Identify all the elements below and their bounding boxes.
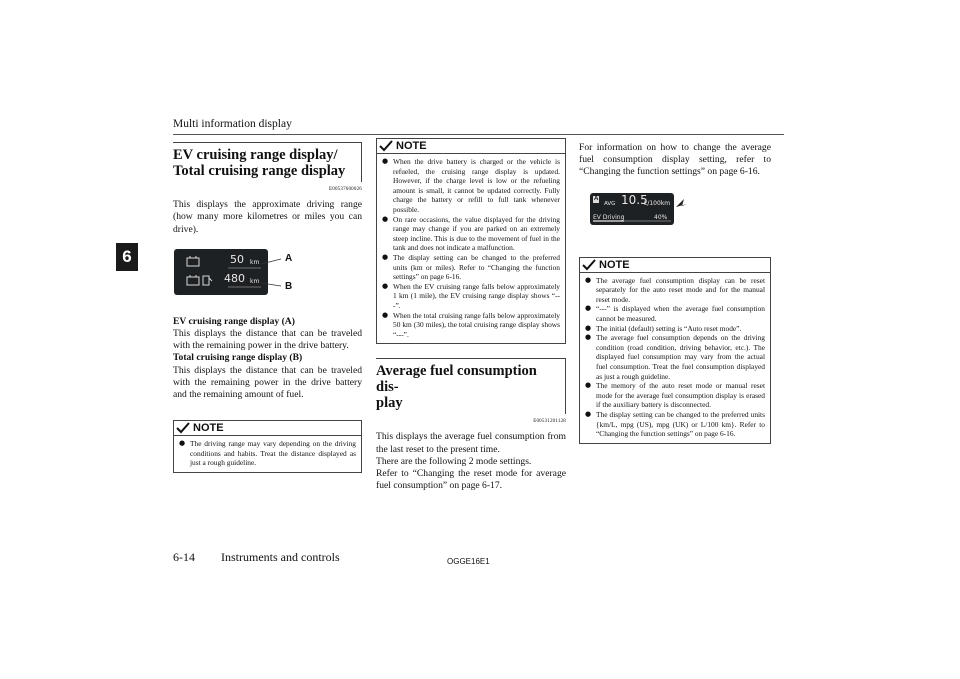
note-item-text: “---” is displayed when the average fuel consumption cannot be measured. xyxy=(596,304,765,323)
column-3 xyxy=(579,142,771,444)
note-check-icon xyxy=(176,422,190,434)
footer-section: Instruments and controls xyxy=(221,550,340,564)
fuel-pump-icon xyxy=(203,276,212,285)
section-title-box xyxy=(173,142,362,182)
note-box xyxy=(579,257,771,444)
column-1 xyxy=(173,142,362,473)
note-box xyxy=(173,420,362,473)
fuel-display-figure xyxy=(579,190,771,248)
note-item xyxy=(382,253,560,282)
ev-range-heading: EV cruising range display (A) xyxy=(173,315,295,327)
note-check-icon xyxy=(379,140,393,152)
note-title: NOTE xyxy=(396,139,427,152)
page-number: 6-14 xyxy=(173,550,195,564)
paragraph: This displays the average fuel consumption from the last reset to the present time. xyxy=(376,431,566,455)
note-item xyxy=(585,304,765,323)
intro-paragraph: This displays the approximate driving range (how many more kilometres or miles you can drive). xyxy=(173,199,362,235)
note-list xyxy=(174,436,361,472)
paragraph: There are the following 2 mode settings. xyxy=(376,455,532,467)
range-display-figure xyxy=(173,244,362,316)
section-title-line-2: play xyxy=(376,395,403,412)
document-code: OGGE16E1 xyxy=(447,557,490,566)
battery-icon xyxy=(187,256,199,266)
note-item xyxy=(585,276,765,305)
header-rule xyxy=(173,134,784,135)
bullet-icon: ● xyxy=(382,252,389,261)
ev-percent: 40% xyxy=(654,213,668,221)
total-range-text: This displays the distance that can be traveled with the remaining power in the drive battery and the remaining amount of fuel. xyxy=(173,364,362,401)
note-item-text: The average fuel consumption depends on the driving condition (road condition, driving behavior, etc.). The displayed fuel consumption may vary from the actual fuel consumption. Treat the fuel consumption displayed as just a rough guideline. xyxy=(596,333,765,381)
total-range-heading: Total cruising range display (B) xyxy=(173,352,303,364)
display-widgets xyxy=(579,190,699,230)
note-item xyxy=(382,215,560,253)
bullet-icon: ● xyxy=(585,323,592,332)
chapter-tab: 6 xyxy=(116,243,138,271)
bullet-icon: ● xyxy=(585,275,592,284)
avg-fuel-value: 10.5 xyxy=(621,192,648,207)
reset-pointer-icon xyxy=(676,199,687,207)
note-item xyxy=(585,410,765,439)
callout-label-b: B xyxy=(285,280,293,292)
note-header xyxy=(580,258,770,273)
note-item-text: The memory of the auto reset mode or manual reset mode for the average fuel consumption display is erased if the auxiliary battery is disconnected. xyxy=(596,381,765,410)
auto-reset-badge: A xyxy=(594,195,599,202)
section-title-line-2: Total cruising range display xyxy=(173,163,346,179)
bullet-icon: ● xyxy=(585,381,592,390)
total-range-value: 480 xyxy=(224,271,245,285)
section-title-line-1: Average fuel consumption dis- xyxy=(376,363,537,396)
note-item-text: The display setting can be changed to the preferred units (km or miles). Refer to “Changing the function settings” on page 6-16. xyxy=(393,252,560,282)
bullet-icon: ● xyxy=(382,310,389,319)
bullet-icon: ● xyxy=(382,281,389,290)
intro-paragraph: For information on how to change the average fuel consumption display setting, refer to “Changing the function settings” on page 6-16. xyxy=(579,142,771,178)
note-item-text: On rare occasions, the value displayed for the driving range may change if you are parked on an extremely steep incline. This is due to the movement of fuel in the tank and does not indicate a malfunction. xyxy=(393,214,560,253)
section-title-line-1: EV cruising range display/ xyxy=(173,147,338,163)
note-item-text: The initial (default) setting is “Auto reset mode”. xyxy=(596,323,742,333)
battery-icon xyxy=(187,275,199,285)
section-code: E00531201128 xyxy=(533,419,566,425)
note-item-text: When the EV cruising range falls below approximately 1 km (1 mile), the EV cruising range display shows “---”. xyxy=(393,281,560,310)
avg-fuel-unit: L/100km xyxy=(644,199,671,207)
note-list xyxy=(377,154,565,343)
note-item xyxy=(382,311,560,340)
note-item-text: When the total cruising range falls below approximately 50 km (30 miles), the total cruising range display shows “---”. xyxy=(393,310,560,339)
note-header xyxy=(174,421,361,436)
bullet-icon: ● xyxy=(382,214,389,223)
note-item-text: When the drive battery is charged or the vehicle is refueled, the cruising range display is updated. However, if the charge level is low or the refueling amount is small, it cannot be updated correctly. Fully charge the battery or refill to full tank whenever possible. xyxy=(393,157,560,214)
bullet-icon: ● xyxy=(585,304,592,313)
ev-range-text: This displays the distance that can be traveled with the remaining power in the drive battery. xyxy=(173,328,362,352)
section-code: E00537600026 xyxy=(329,187,362,192)
note-item xyxy=(382,157,560,215)
note-list xyxy=(580,273,770,443)
note-title: NOTE xyxy=(193,422,224,435)
section-title-box xyxy=(376,358,566,414)
bullet-icon: ● xyxy=(382,157,389,165)
ev-range-value: 50 xyxy=(230,252,244,266)
note-box xyxy=(376,138,566,344)
paragraph: Refer to “Changing the reset mode for average fuel consumption” on page 6-17. xyxy=(376,468,566,492)
note-item xyxy=(585,333,765,381)
note-title: NOTE xyxy=(599,258,630,271)
total-range-unit: km xyxy=(250,277,260,285)
note-item xyxy=(585,324,765,334)
bullet-icon: ● xyxy=(179,439,186,448)
drive-mode-label: EV Driving xyxy=(593,213,625,221)
note-check-icon xyxy=(582,259,596,271)
bullet-icon: ● xyxy=(585,409,592,418)
note-item xyxy=(585,381,765,410)
running-header: Multi information display xyxy=(173,118,292,130)
note-header xyxy=(377,139,565,154)
note-item-text: The display setting can be changed to the preferred units {km/L, mpg (US), mpg (UK) or L/100 km}. Refer to “Changing the function settings” on page 6-16. xyxy=(596,409,765,439)
note-item-text: The driving range may vary depending on the driving conditions and habits. Treat the distance displayed as just a rough guideline. xyxy=(190,439,356,468)
note-item xyxy=(179,439,356,468)
note-item xyxy=(382,282,560,311)
callout-label-a: A xyxy=(285,252,293,264)
ev-range-unit: km xyxy=(250,258,260,266)
column-2 xyxy=(376,138,566,493)
note-item-text: The average fuel consumption display can be reset separately for the auto reset mode and for the manual reset mode. xyxy=(596,275,765,304)
bullet-icon: ● xyxy=(585,333,592,342)
avg-label: AVG xyxy=(604,200,616,207)
